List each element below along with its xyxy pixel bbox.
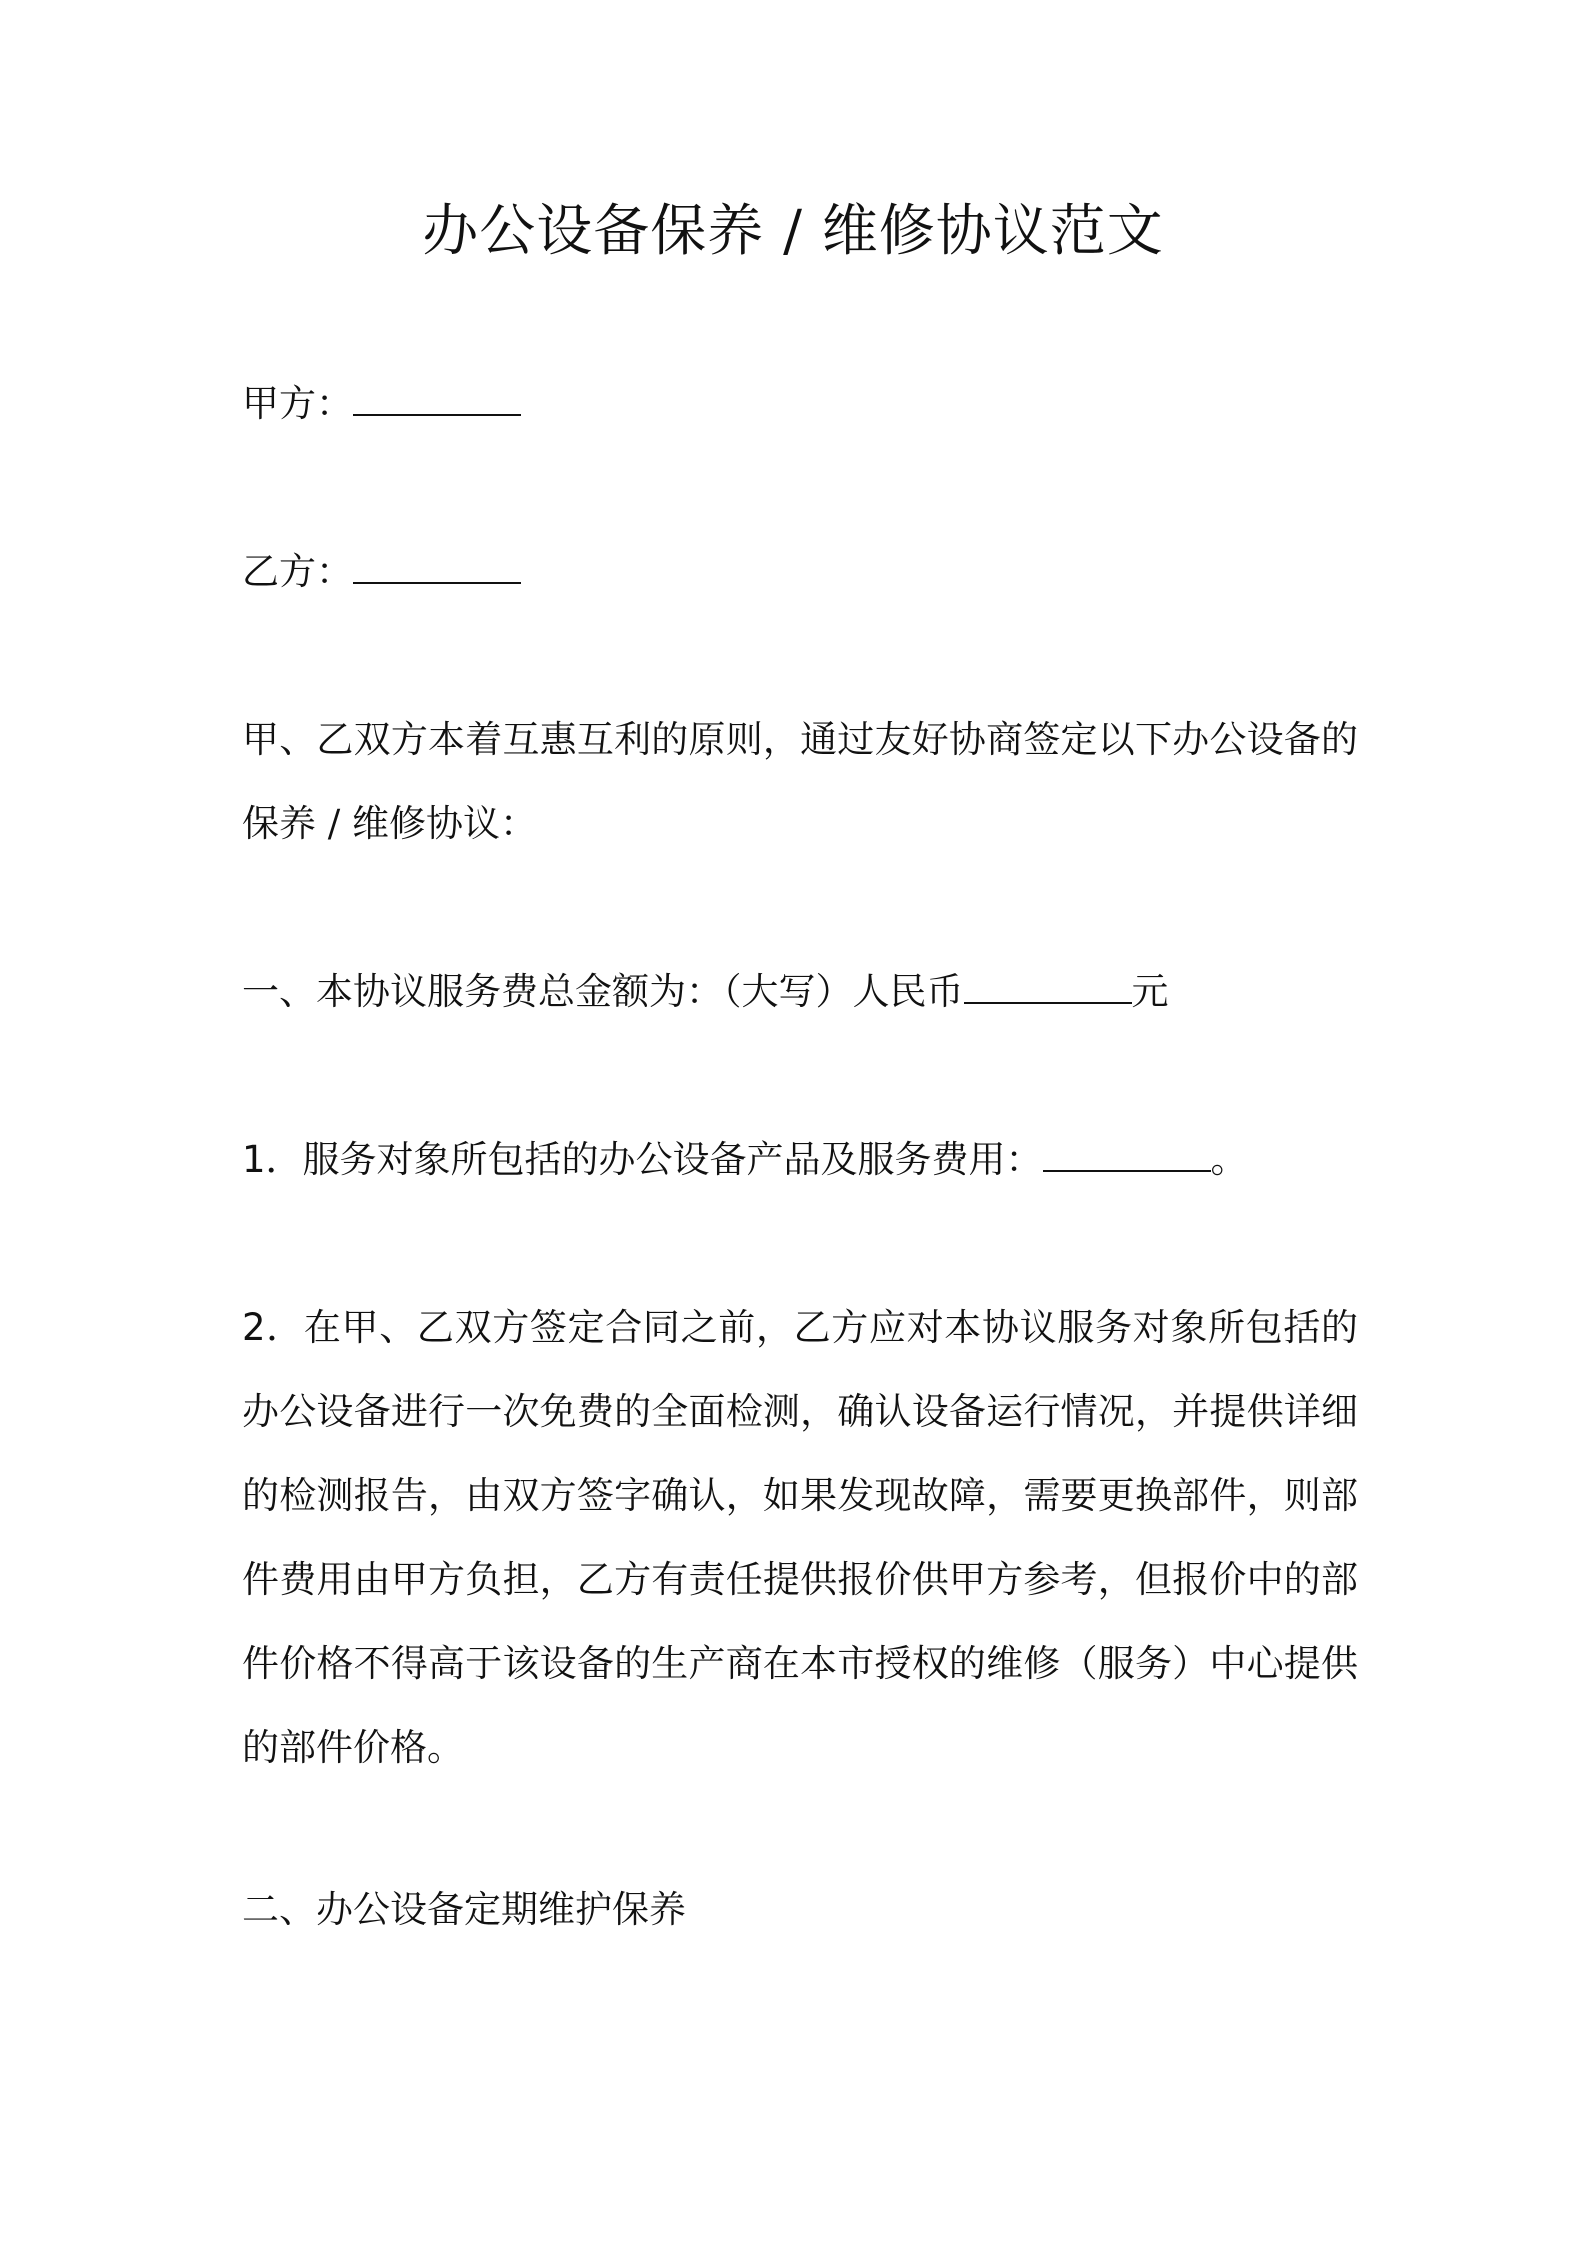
item1-text: 服务对象所包括的办公设备产品及服务费用： (302, 1138, 1043, 1181)
item1-blank (1043, 1136, 1211, 1172)
party-a-blank (353, 380, 521, 416)
party-b-blank (353, 548, 521, 584)
party-b-line (242, 530, 1358, 614)
item2-text: 在甲、乙双方签定合同之前，乙方应对本协议服务对象所包括的办公设备进行一次免费的全面检测，确认设备运行情况，并提供详细的检测报告，由双方签字确认，如果发现故障，需要更换部件，则部件费用由甲方负担，乙方有责任提供报价供甲方参考，但报价中的部件价格不得高于该设备的生产商在本市授权的维修（服务）中心提供的部件价格。 (242, 1306, 1359, 1769)
section2-heading: 二、办公设备定期维护保养 (242, 1888, 686, 1931)
section1-line (242, 950, 1358, 1034)
party-a-label: 甲方： (242, 382, 353, 425)
item2-paragraph (242, 1286, 1358, 1790)
intro-paragraph: 甲、乙双方本着互惠互利的原则，通过友好协商签定以下办公设备的保养 / 维修协议： (242, 718, 1358, 845)
item1-suffix: 。 (1210, 1138, 1248, 1181)
section1-suffix: 元 (1131, 970, 1169, 1013)
item1-number: 1． (242, 1138, 303, 1181)
party-b-label: 乙方： (242, 550, 353, 593)
amount-blank (964, 968, 1132, 1004)
item2-number: 2． (242, 1306, 304, 1349)
item1-line (242, 1118, 1358, 1202)
party-a-line (242, 362, 1358, 446)
document-title: 办公设备保养 / 维修协议范文 (422, 199, 1164, 264)
section1-prefix: 一、本协议服务费总金额为：（大写）人民币 (242, 970, 964, 1013)
